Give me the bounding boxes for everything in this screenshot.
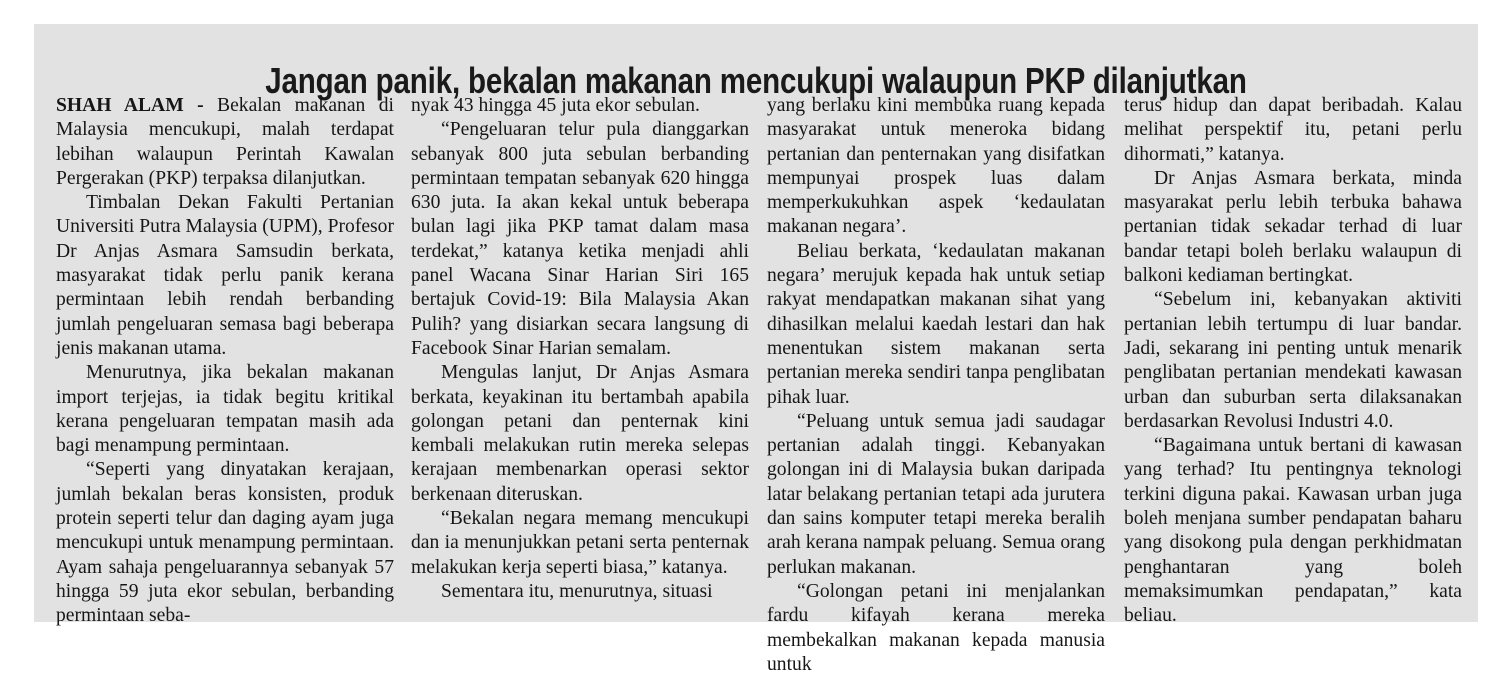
paragraph: Sementara itu, menurutnya, situasi xyxy=(441,580,713,602)
paragraph: “Bekalan negara memang mencukupi dan ia menunjukkan petani serta penternak melakukan kerja seperti biasa,” katanya. xyxy=(411,508,749,578)
lead-paragraph xyxy=(56,94,394,191)
paragraph: nyak 43 hingga 45 juta ekor sebulan. xyxy=(411,95,700,116)
paragraph: “Seperti yang dinyatakan kerajaan, jumlah bekalan beras konsisten, produk protein seperti telur dan daging ayam juga mencukupi untuk menampung permintaan. Ayam sahaja pengeluarannya sebanyak 57 hingga 59 juta ekor sebulan, berbanding permintaan seba- xyxy=(56,459,394,627)
paragraph: Menurutnya, jika bekalan makanan import terjejas, ia tidak begitu kritikal kerana pengeluaran tempatan masih ada bagi menampung permintaan. xyxy=(56,362,394,457)
paragraph: “Peluang untuk semua jadi saudagar pertanian adalah tinggi. Kebanyakan golongan ini di Malaysia bukan daripada latar belakang pertanian tetapi ada jurutera dan sains komputer tetapi mereka beralih arah kerana nampak peluang. Semua orang perlukan makanan. xyxy=(767,410,1105,578)
article-column-1 xyxy=(56,94,394,629)
paragraph: yang berlaku kini membuka ruang kepada masyarakat untuk meneroka bidang pertanian dan penternakan yang disifatkan mempunyai prospek luas dalam memperkukuhkan aspek ‘kedaulatan makanan negara’. xyxy=(767,95,1105,238)
article-column-4 xyxy=(1124,94,1462,629)
headline: Jangan panik, bekalan makanan mencukupi walaupun PKP dilanjutkan xyxy=(265,60,1247,101)
article-column-3 xyxy=(767,94,1105,677)
paragraph: “Sebelum ini, kebanyakan aktiviti pertanian lebih tertumpu di luar bandar. Jadi, sekarang ini penting untuk menarik penglibatan pertanian mendekati kawasan urban dan suburban serta dilaksanakan berdasarkan Revolusi Industri 4.0. xyxy=(1124,289,1462,432)
paragraph: Beliau berkata, ‘kedaulatan makanan negara’ merujuk kepada hak untuk setiap rakyat mendapatkan makanan sihat yang dihasilkan melalui kaedah lestari dan hak menentukan sistem makanan serta pertanian mereka sendiri tanpa penglibatan pihak luar. xyxy=(767,240,1105,408)
paragraph: Dr Anjas Asmara berkata, minda masyarakat perlu lebih terbuka bahawa pertanian tidak sekadar terhad di luar bandar tetapi boleh berlaku walaupun di balkoni kediaman bertingkat. xyxy=(1124,167,1462,287)
paragraph: Mengulas lanjut, Dr Anjas Asmara berkata, keyakinan itu bertambah apabila golongan petani dan penternak kini kembali melakukan rutin mereka selepas kerajaan membenarkan operasi sektor berkenaan diteruskan. xyxy=(411,362,749,505)
article-column-2 xyxy=(411,94,749,604)
dateline: SHAH ALAM - xyxy=(56,95,204,116)
paragraph: terus hidup dan dapat beribadah. Kalau melihat perspektif itu, petani perlu dihormati,” katanya. xyxy=(1124,95,1462,165)
paragraph: “Golongan petani ini menjalankan fardu kifayah kerana mereka membekalkan makanan kepada manusia untuk xyxy=(767,580,1105,675)
paragraph-text: Bekalan makanan di Malaysia mencukupi, malah terdapat lebihan walaupun Perintah Kawalan Pergerakan (PKP) terpaksa dilanjutkan. xyxy=(56,95,394,189)
paragraph: Timbalan Dekan Fakulti Pertanian Universiti Putra Malaysia (UPM), Profesor Dr Anjas Asmara Samsudin berkata, masyarakat tidak perlu panik kerana permintaan lebih rendah berbanding jumlah pengeluaran semasa bagi beberapa jenis makanan utama. xyxy=(56,192,394,359)
paragraph: “Pengeluaran telur pula dianggarkan sebanyak 800 juta sebulan berbanding permintaan tempatan sebanyak 620 hingga 630 juta. Ia akan kekal untuk beberapa bulan lagi jika PKP tamat dalam masa terdekat,” katanya ketika menjadi ahli panel Wacana Sinar Harian Siri 165 bertajuk Covid-19: Bila Malaysia Akan Pulih? yang disiarkan secara langsung di Facebook Sinar Harian semalam. xyxy=(411,119,749,359)
paragraph: “Bagaimana untuk bertani di kawasan yang terhad? Itu pentingnya teknologi terkini diguna pakai. Kawasan urban juga boleh menjana sumber pendapatan baharu yang disokong pula dengan perkhidmatan penghantaran yang boleh memaksimumkan pendapatan,” kata beliau. xyxy=(1124,435,1462,627)
